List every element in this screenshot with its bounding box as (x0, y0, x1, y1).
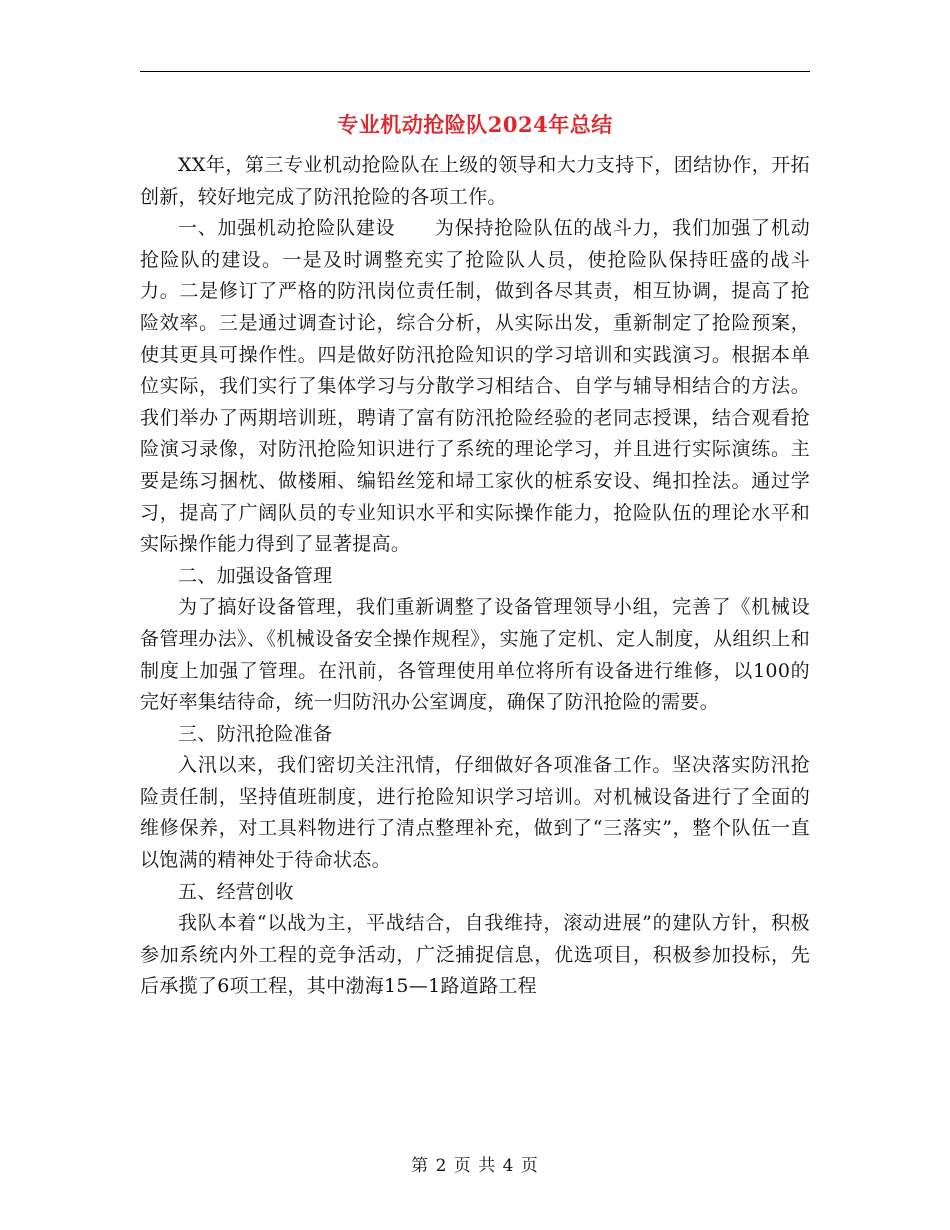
section-3-heading: 三、防汛抢险准备 (178, 722, 333, 745)
section-5-heading: 五、经营创收 (178, 880, 294, 903)
intro-paragraph: XX年，第三专业机动抢险队在上级的领导和大力支持下，团结协作，开拓创新，较好地完成了防汛抢险的各项工作。 (140, 154, 810, 208)
header-rule (140, 71, 810, 72)
section-3-paragraph: 入汛以来，我们密切关注汛情，仔细做好各项准备工作。坚决落实防汛抢险责任制，坚持值班制度，进行抢险知识学习培训。对机械设备进行了全面的维修保养，对工具料物进行了清点整理补充，做到了“三落实”，整个队伍一直以饱满的精神处于待命状态。 (140, 754, 810, 872)
page-number-footer: 第 2 页 共 4 页 (411, 1156, 539, 1176)
section-1-paragraph: 一、加强机动抢险队建设 为保持抢险队伍的战斗力，我们加强了机动抢险队的建设。一是及时调整充实了抢险队人员，使抢险队保持旺盛的战斗力。二是修订了严格的防汛岗位责任制，做到各尽其责，相互协调，提高了抢险效率。三是通过调查讨论，综合分析，从实际出发，重新制定了抢险预案，使其更具可操作性。四是做好防汛抢险知识的学习培训和实践演习。根据本单位实际，我们实行了集体学习与分散学习相结合、自学与辅导相结合的方法。我们举办了两期培训班，聘请了富有防汛抢险经验的老同志授课，结合观看抢险演习录像，对防汛抢险知识进行了系统的理论学习，并且进行实际演练。主要是练习捆枕、做楼厢、编铅丝笼和埽工家伙的桩系安设、绳扣拴法。通过学习，提高了广阔队员的专业知识水平和实际操作能力，抢险队伍的理论水平和实际操作能力得到了显著提高。 (140, 217, 810, 556)
document-body (140, 150, 810, 1003)
document-title: 专业机动抢险队2024年总结 (337, 112, 613, 137)
section-5-paragraph: 我队本着“以战为主，平战结合，自我维持，滚动进展”的建队方针，积极参加系统内外工程的竞争活动，广泛捕捉信息，优选项目，积极参加投标，先后承揽了6项工程，其中渤海15—1路道路工程 (140, 912, 810, 998)
section-2-paragraph: 为了搞好设备管理，我们重新调整了设备管理领导小组，完善了《机械设备管理办法》、《机械设备安全操作规程》，实施了定机、定人制度，从组织上和制度上加强了管理。在汛前，各管理使用单位将所有设备进行维修，以100的完好率集结待命，统一归防汛办公室调度，确保了防汛抢险的需要。 (140, 596, 810, 714)
section-2-heading: 二、加强设备管理 (178, 564, 333, 587)
